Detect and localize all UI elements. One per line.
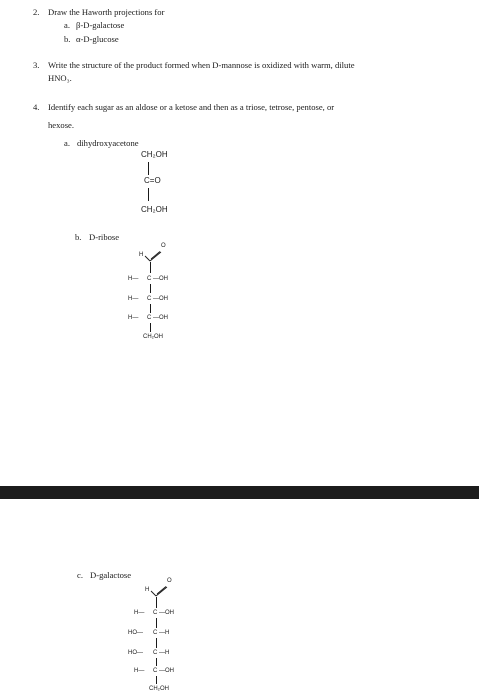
q4b-bond-top [150,262,151,273]
q2-number: 2. [33,7,40,17]
q4-line2: hexose. [48,120,75,130]
q4b-bottom-group: CH₂OH [143,334,163,340]
q4c-aldehyde-o: O [167,578,172,584]
q4c-row3-right: —H [159,650,170,656]
q4b-label: b. [75,232,82,242]
q4c-bond-top [156,597,157,608]
q4c-row2-left: HO— [128,630,143,636]
q3-number: 3. [33,60,40,70]
q4c-bond-4 [156,676,157,684]
q4b-name: D-ribose [89,232,120,242]
q4a-name: dihydroxyacetone [77,138,139,148]
q4c-bond-2 [156,638,157,648]
q4c-row1-left: H— [134,610,145,616]
q4a-bond-2 [148,188,149,201]
q4b-row2-carbon: C [147,296,152,302]
q4c-row1-right: —OH [159,610,174,616]
q4c-label: c. [77,570,83,580]
q4c-bond-3 [156,658,157,666]
q4c-row3-carbon: C [153,650,158,656]
q4c-row4-right: —OH [159,668,174,674]
q4b-row3-left: H— [128,315,139,321]
q4a-bond-1 [148,162,149,175]
q4c-bottom-group: CH₂OH [149,686,169,692]
q4b-row1-left: H— [128,276,139,282]
q4-number: 4. [33,102,40,112]
q4b-bond-3 [150,323,151,332]
q4c-row4-left: H— [134,668,145,674]
q4c-row1-carbon: C [153,610,158,616]
q4b-row2-left: H— [128,296,139,302]
q3-line2: HNO₃. [48,73,72,83]
q2b-label: b. [64,34,71,44]
q4a-carbonyl: C=O [144,176,161,185]
q4c-row2-carbon: C [153,630,158,636]
q4c-row4-carbon: C [153,668,158,674]
q4b-row3-right: —OH [153,315,168,321]
q4a-bottom-group: CH₂OH [141,205,168,214]
q2a-label: a. [64,20,70,30]
q4c-aldehyde-h: H [145,587,150,593]
q4c-row2-right: —H [159,630,170,636]
q4c-name: D-galactose [90,570,132,580]
q4b-row2-right: —OH [153,296,168,302]
q4c-row3-left: HO— [128,650,143,656]
q4b-aldehyde-h: H [139,252,144,258]
q2-text: Draw the Haworth projections for [48,7,165,17]
q4b-bond-2 [150,304,151,313]
q4a-top-group: CH₂OH [141,150,168,159]
q2b-text: α-D-glucose [76,34,119,44]
q4b-row1-carbon: C [147,276,152,282]
q4a-label: a. [64,138,70,148]
q2a-text: β-D-galactose [76,20,125,30]
q4b-bond-1 [150,284,151,293]
q4b-aldehyde-o: O [161,243,166,249]
q4-line1: Identify each sugar as an aldose or a ketose and then as a triose, tetrose, pentose, or [48,102,335,112]
q4c-bond-1 [156,618,157,628]
separator-band [0,486,479,499]
q4b-row3-carbon: C [147,315,152,321]
q4b-row1-right: —OH [153,276,168,282]
q3-line1: Write the structure of the product formed when D-mannose is oxidized with warm, dilute [48,60,355,70]
